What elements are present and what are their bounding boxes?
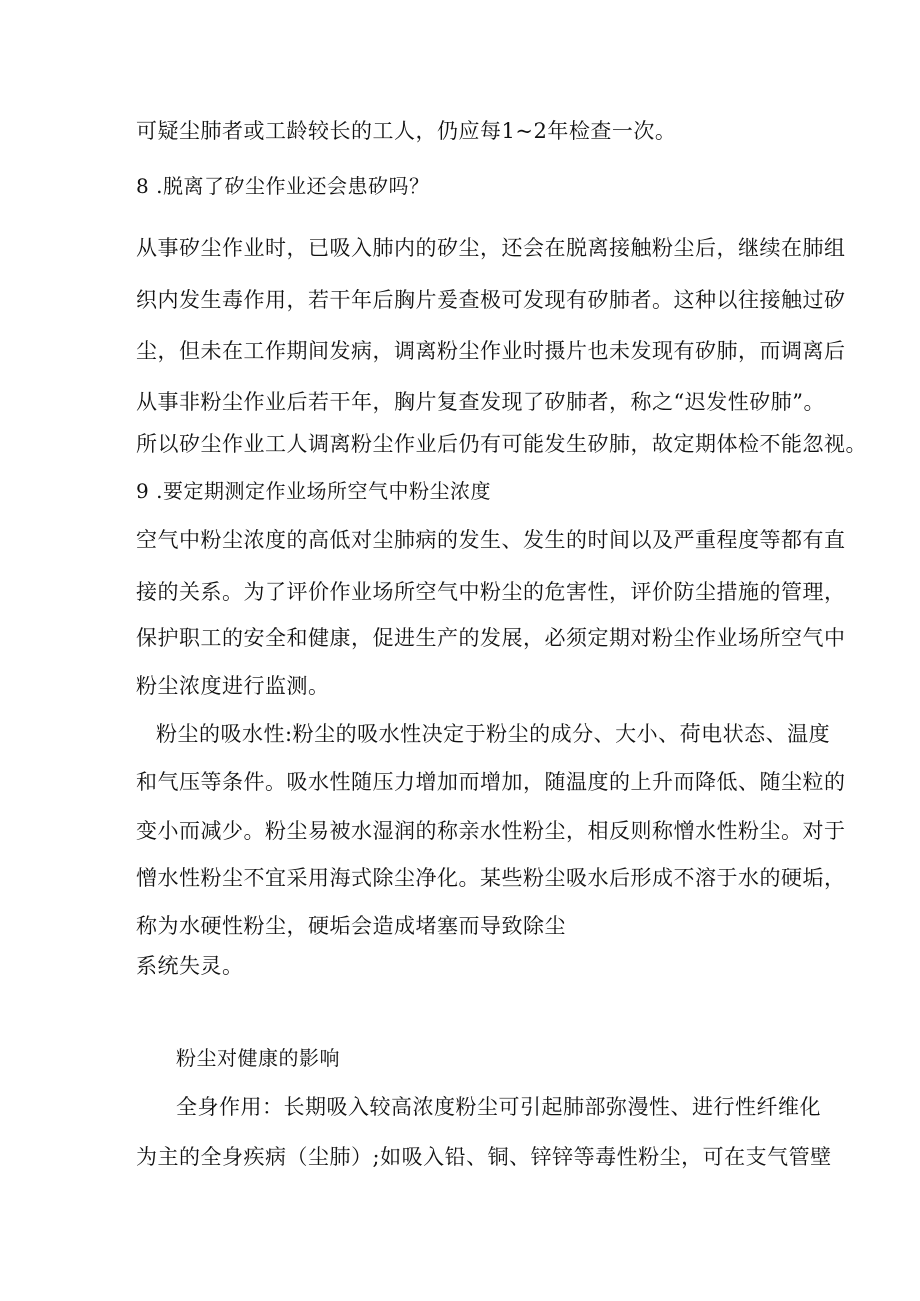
- text-line: 憎水性粉尘不宜采用海式除尘净化。某些粉尘吸水后形成不溶于水的硬垢，: [136, 866, 846, 890]
- text-line: 保护职工的安全和健康，促进生产的发展，必须定期对粉尘作业场所空气中: [136, 626, 846, 650]
- text-line: 空气中粉尘浓度的高低对尘肺病的发生、发生的时间以及严重程度等都有直: [136, 528, 846, 552]
- text-line: 可疑尘肺者或工龄较长的工人，仍应每1~2年检查一次。: [136, 119, 677, 143]
- subsection-heading: 粉尘对健康的影响: [176, 1046, 340, 1070]
- section-heading-8: 8 .脱离了矽尘作业还会患矽吗？: [136, 174, 430, 198]
- text-line: 粉尘的吸水性:粉尘的吸水性决定于粉尘的成分、大小、荷电状态、温度: [156, 722, 831, 746]
- text-line: 织内发生毒作用，若干年后胸片爰查极可发现有矽肺者。这种以往接触过矽: [136, 288, 846, 312]
- text-line: 所以矽尘作业工人调离粉尘作业后仍有可能发生矽肺，故定期体检不能忽视。: [136, 432, 867, 456]
- section-heading-9: 9 .要定期测定作业场所空气中粉尘浓度: [136, 479, 491, 503]
- text-line: 尘，但未在工作期间发病，调离粉尘作业时摄片也未发现有矽肺，而调离后: [136, 339, 846, 363]
- text-line: 称为水硬性粉尘，硬垢会造成堵塞而导致除尘: [136, 914, 566, 938]
- text-line: 全身作用：长期吸入较高浓度粉尘可引起肺部弥漫性、进行性纤维化: [176, 1095, 821, 1119]
- text-line: 系统失灵。: [136, 954, 244, 978]
- text-line: 粉尘浓度进行监测。: [136, 674, 330, 698]
- text-line: 为主的全身疾病（尘肺）;如吸入铅、铜、锌锌等毒性粉尘，可在支气管壁: [136, 1145, 832, 1169]
- text-line: 从事矽尘作业时，已吸入肺内的矽尘，还会在脱离接触粉尘后，继续在肺组: [136, 236, 846, 260]
- text-line: 从事非粉尘作业后若干年，胸片复查发现了矽肺者，称之“迟发性矽肺”。: [136, 390, 825, 414]
- text-line: 接的关系。为了评价作业场所空气中粉尘的危害性，评价防尘措施的管理，: [136, 580, 846, 604]
- text-line: 和气压等条件。吸水性随压力增加而增加，随温度的上升而降低、随尘粒的: [136, 770, 846, 794]
- text-line: 变小而减少。粉尘易被水湿润的称亲水性粉尘，相反则称憎水性粉尘。对于: [136, 819, 846, 843]
